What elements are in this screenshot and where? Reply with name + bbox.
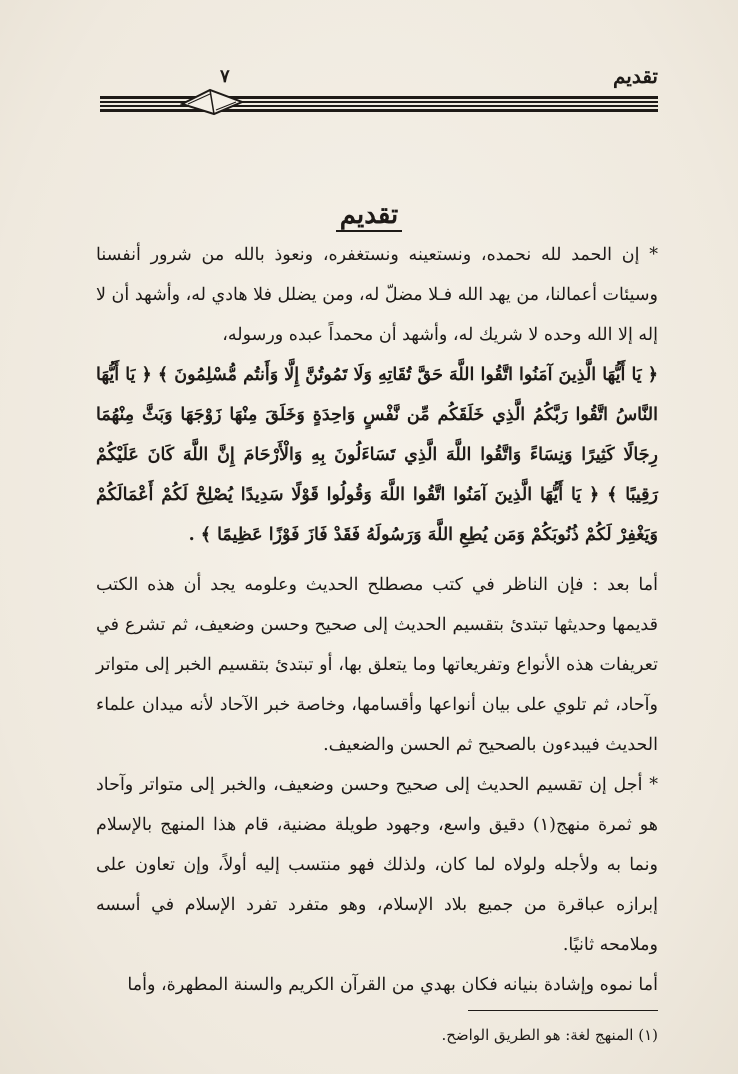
body-text (96, 235, 658, 1005)
footnote: (١) المنهج لغة: هو الطريق الواضح. (441, 1026, 658, 1044)
show-through-text (96, 140, 658, 200)
paragraph-amma-baad: أما بعد : فإن الناظر في كتب مصطلح الحديث وعلومه يجد أن هذه الكتب قديمها وحديثها تبتدئ بتقسيم الحديث إلى صحيح وحسن وضعيف، ثم تشرع في تعريفات هذه الأنواع وتفريعاتها وما يتعلق بها، أو تبتدئ بتقسيم الخبر إلى متواتر وآحاد، ثم تلوي على بيان أنواعها وأقسامها، وخاصة خبر الآحاد لأنه ميدان علماء الحديث فيبدءون بالصحيح ثم الحسن والضعيف. (96, 575, 658, 755)
open-book-icon (180, 84, 244, 116)
page-number: ٧ (220, 66, 230, 87)
footnote-rule (468, 1010, 658, 1011)
chapter-title (0, 200, 738, 230)
paragraph-opening: * إن الحمد لله نحمده، ونستعينه ونستغفره، ونعوذ بالله من شرور أنفسنا وسيئات أعمالنا، من يهد الله فـلا مضلّ له، ومن يضلل فلا هادي له، وأشهد أن لا إله إلا الله وحده لا شريك له، وأشهد أن محمداً عبده ورسوله، (96, 245, 658, 345)
paragraph-last: أما نموه وإشادة بنيانه فكان بهدي من القرآن الكريم والسنة المطهرة، وأما (127, 975, 658, 995)
chapter-title-text: تقديم (336, 200, 403, 232)
running-header (100, 58, 658, 118)
paragraph-verses: ﴿ يَا أَيُّهَا الَّذِينَ آمَنُوا اتَّقُوا اللَّهَ حَقَّ تُقَاتِهِ وَلَا تَمُوتُنَّ إِلَّا وَأَنتُم مُّسْلِمُونَ ﴾ ﴿ يَا أَيُّهَا النَّاسُ اتَّقُوا رَبَّكُمُ الَّذِي خَلَقَكُم مِّن نَّفْسٍ وَاحِدَةٍ وَخَلَقَ مِنْهَا زَوْجَهَا وَبَثَّ مِنْهُمَا رِجَالًا كَثِيرًا وَنِسَاءً وَاتَّقُوا اللَّهَ الَّذِي تَسَاءَلُونَ بِهِ وَالْأَرْحَامَ إِنَّ اللَّهَ كَانَ عَلَيْكُمْ رَقِيبًا ﴾ ﴿ يَا أَيُّهَا الَّذِينَ آمَنُوا اتَّقُوا اللَّهَ وَقُولُوا قَوْلًا سَدِيدًا يُصْلِحْ لَكُمْ أَعْمَالَكُمْ وَيَغْفِرْ لَكُمْ ذُنُوبَكُمْ وَمَن يُطِعِ اللَّهَ وَرَسُولَهُ فَقَدْ فَازَ فَوْزًا عَظِيمًا ﴾ . (96, 365, 658, 545)
running-header-title: تقديم (612, 64, 658, 88)
paragraph-ajal: * أجل إن تقسيم الحديث إلى صحيح وحسن وضعيف، والخبر إلى متواتر وآحاد هو ثمرة منهج(١) دقيق واسع، وجهود طويلة مضنية، قام هذا المنهج بالإسلام ونما به ولأجله ولولاه لما كان، ولذلك فهو منتسب إليه أولاً، وإن تعاون على إبرازه عباقرة من جميع بلاد الإسلام، وهو متفرد تفرد الإسلام في أسسه وملامحه ثانيًا. (96, 775, 659, 955)
